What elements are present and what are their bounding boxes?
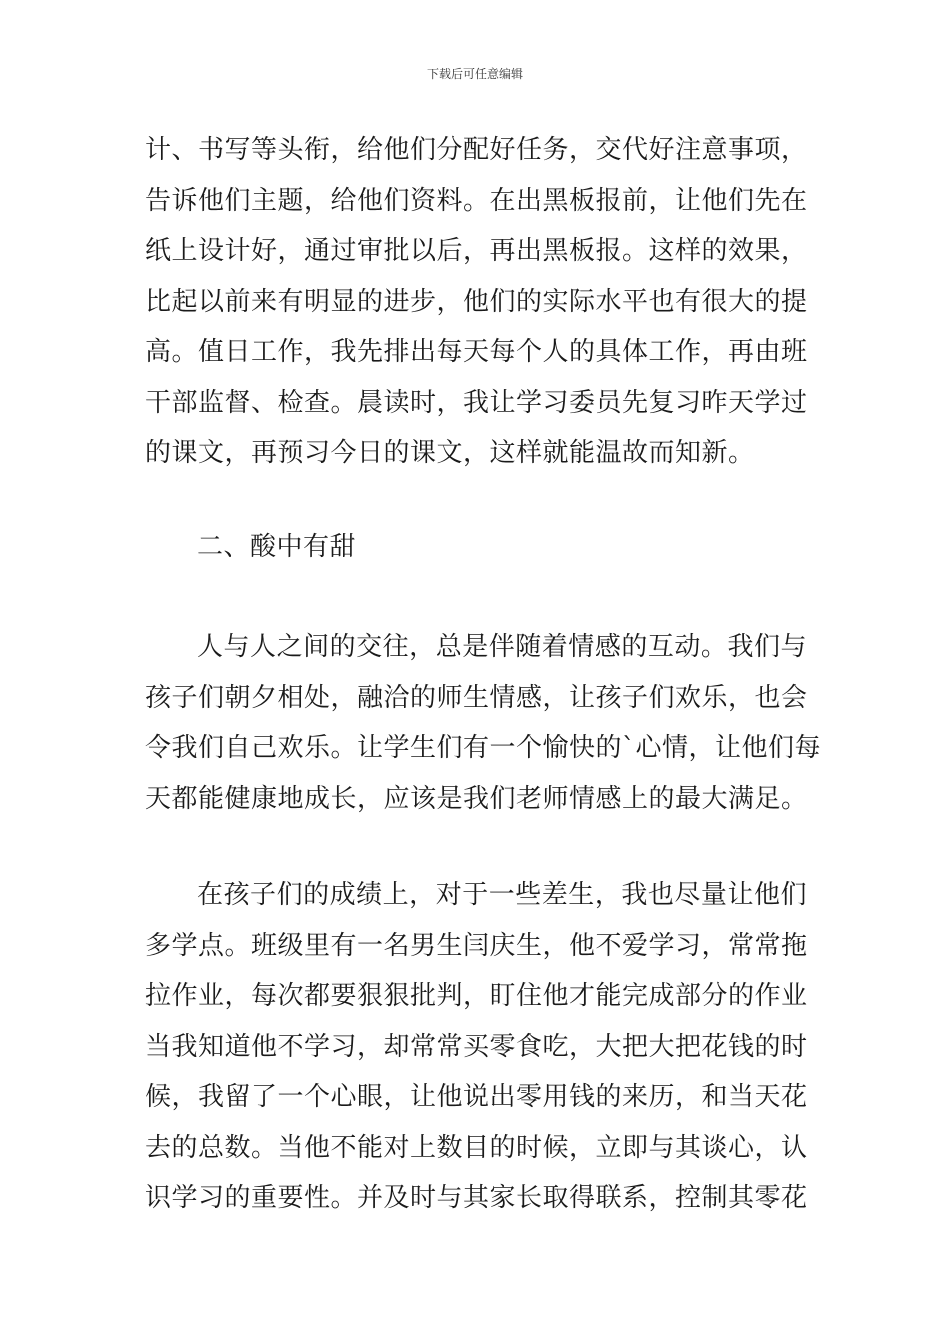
- paragraph-line: 的课文，再预习今日的课文，这样就能温故而知新。: [145, 438, 755, 468]
- paragraph-line: 计、书写等头衔，给他们分配好任务，交代好注意事项，: [145, 135, 808, 165]
- paragraph-line: 高。值日工作，我先排出每天每个人的具体工作，再由班: [145, 337, 808, 367]
- paragraph-class-duties: [145, 125, 807, 479]
- paragraph-line: 令我们自己欢乐。让学生们有一个愉快的`心情，让他们每: [145, 733, 822, 763]
- paragraph-line: 当我知道他不学习，却常常买零食吃，大把大把花钱的时: [145, 1031, 808, 1062]
- paragraph-line: 候，我留了一个心眼，让他说出零用钱的来历，和当天花: [145, 1082, 808, 1112]
- paragraph-student-grades: [145, 870, 807, 1224]
- paragraph-line: 人与人之间的交往，总是伴随着情感的互动。我们与: [197, 632, 807, 662]
- paragraph-line: 纸上设计好，通过审批以后，再出黑板报。这样的效果，: [145, 236, 808, 266]
- paragraph-line: 比起以前来有明显的进步，他们的实际水平也有很大的提: [145, 286, 808, 317]
- paragraph-line: 多学点。班级里有一名男生闫庆生，他不爱学习，常常拖: [145, 930, 808, 961]
- paragraph-line: 拉作业，每次都要狠狠批判，盯住他才能完成部分的作业: [145, 981, 808, 1011]
- paragraph-line: 去的总数。当他不能对上数目的时候，立即与其谈心，认: [145, 1132, 808, 1163]
- paragraph-line: 告诉他们主题，给他们资料。在出黑板报前，让他们先在: [145, 185, 808, 216]
- paragraph-line: 干部监督、检查。晨读时，我让学习委员先复习昨天学过: [145, 387, 808, 418]
- paragraph-line: 天都能健康地成长，应该是我们老师情感上的最大满足。: [145, 783, 808, 814]
- page-header-note: 下载后可任意编辑: [426, 67, 523, 81]
- paragraph-line: 孩子们朝夕相处，融洽的师生情感，让孩子们欢乐，也会: [145, 682, 808, 713]
- paragraph-line: 在孩子们的成绩上，对于一些差生，我也尽量让他们: [197, 880, 807, 910]
- section-heading-text: 二、酸中有甜: [197, 532, 357, 562]
- paragraph-line: 识学习的重要性。并及时与其家长取得联系，控制其零花: [145, 1183, 808, 1213]
- section-heading: [145, 522, 807, 573]
- paragraph-emotions: [145, 622, 822, 824]
